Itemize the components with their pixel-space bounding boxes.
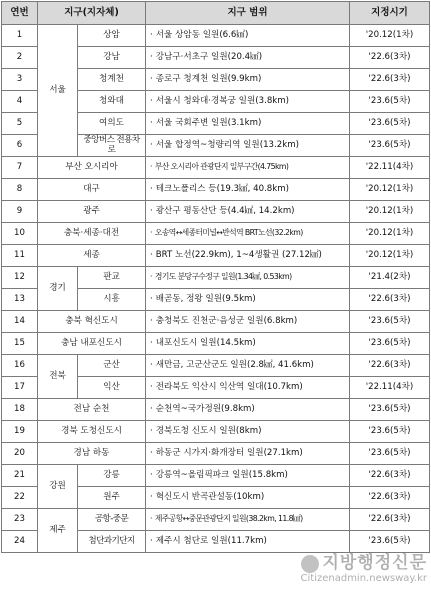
row-number: 5 xyxy=(2,113,38,135)
group-jeju: 제주 xyxy=(38,509,78,553)
row-number: 14 xyxy=(2,311,38,333)
row-number: 17 xyxy=(2,377,38,399)
designation-date: '22.6(3차) xyxy=(350,47,430,69)
district-name: 전남 순천 xyxy=(38,399,146,421)
row-number: 1 xyxy=(2,25,38,47)
row-number: 7 xyxy=(2,157,38,179)
district-name: 상암 xyxy=(78,25,146,47)
designation-date: '23.6(5차) xyxy=(350,113,430,135)
row-number: 18 xyxy=(2,399,38,421)
designation-date: '20.12(1차) xyxy=(350,201,430,223)
district-range: · 오송역↔세종터미널↔반석역 BRT노선(32.2km) xyxy=(146,223,350,245)
row-number: 19 xyxy=(2,421,38,443)
district-name: 부산 오시리아 xyxy=(38,157,146,179)
table-row xyxy=(2,465,430,487)
district-name: 군산 xyxy=(78,355,146,377)
district-name: 첨단과기단지 xyxy=(78,531,146,553)
row-number: 12 xyxy=(2,267,38,289)
district-name: 판교 xyxy=(78,267,146,289)
watermark-title: 지방행정신문 xyxy=(322,553,427,573)
district-name: 여의도 xyxy=(78,113,146,135)
table-row xyxy=(2,509,430,531)
district-range: · 충청북도 진천군·음성군 일원(6.8km) xyxy=(146,311,350,333)
row-number: 3 xyxy=(2,69,38,91)
header-no: 연번 xyxy=(2,2,38,25)
district-name: 시흥 xyxy=(78,289,146,311)
district-range: · 부산 오시리아 관광단지 일부구간(4.75km) xyxy=(146,157,350,179)
district-range: · 하동군 시가지·화개장터 일원(27.1km) xyxy=(146,443,350,465)
designation-date: '23.6(5차) xyxy=(350,91,430,113)
table-row xyxy=(2,333,430,355)
row-number: 6 xyxy=(2,135,38,157)
table-row xyxy=(2,443,430,465)
district-name: 충북 혁신도시 xyxy=(38,311,146,333)
district-name: 대구 xyxy=(38,179,146,201)
designation-date: '23.6(5차) xyxy=(350,333,430,355)
district-name: 강남 xyxy=(78,47,146,69)
designation-date: '22.6(3차) xyxy=(350,355,430,377)
header-district: 지구(지자체) xyxy=(38,2,146,25)
district-name: 공항-중문 xyxy=(78,509,146,531)
district-range: · 종로구 청계천 일원(9.9km) xyxy=(146,69,350,91)
district-range: · 혁신도시 반곡관설동(10km) xyxy=(146,487,350,509)
district-range: · 경기도 분당구수정구 일원(1.34㎢, 0.53km) xyxy=(146,267,350,289)
group-gangwon: 강원 xyxy=(38,465,78,509)
designation-date: '22.11(4차) xyxy=(350,157,430,179)
district-range: · 배곧동, 정왕 일원(9.5km) xyxy=(146,289,350,311)
table-row xyxy=(2,399,430,421)
district-range: · 테크노폴리스 등(19.3㎢, 40.8km) xyxy=(146,179,350,201)
designation-date: '23.6(5차) xyxy=(350,443,430,465)
row-number: 4 xyxy=(2,91,38,113)
designation-date: '20.12(1차) xyxy=(350,245,430,267)
designation-date: '20.12(1차) xyxy=(350,179,430,201)
row-number: 22 xyxy=(2,487,38,509)
district-range: · 강남구·서초구 일원(20.4㎢) xyxy=(146,47,350,69)
district-range: · 전라북도 익산시 익산역 일대(10.7km) xyxy=(146,377,350,399)
designation-date: '23.6(5차) xyxy=(350,531,430,553)
designation-date: '22.6(3차) xyxy=(350,289,430,311)
watermark-url: Citizenadmin.newsway.kr xyxy=(300,573,427,584)
table-row xyxy=(2,421,430,443)
designation-date: '23.6(5차) xyxy=(350,399,430,421)
district-name: 익산 xyxy=(78,377,146,399)
row-number: 21 xyxy=(2,465,38,487)
district-name: 경남 하동 xyxy=(38,443,146,465)
district-name: 충남 내포신도시 xyxy=(38,333,146,355)
table-row xyxy=(2,267,430,289)
table-row xyxy=(2,245,430,267)
group-seoul: 서울 xyxy=(38,25,78,157)
district-name: 세종 xyxy=(38,245,146,267)
table-row xyxy=(2,223,430,245)
district-range: · 서울 합정역~청량리역 일원(13.2km) xyxy=(146,135,350,157)
designation-date: '22.6(3차) xyxy=(350,69,430,91)
row-number: 16 xyxy=(2,355,38,377)
designation-date: '23.6(5차) xyxy=(350,311,430,333)
district-name: 경북 도청신도시 xyxy=(38,421,146,443)
header-row xyxy=(2,2,430,25)
district-name: 중앙버스 전용차로 xyxy=(78,135,146,157)
row-number: 23 xyxy=(2,509,38,531)
designation-date: '23.6(5차) xyxy=(350,421,430,443)
district-name: 충북·세종·대전 xyxy=(38,223,146,245)
district-range: · 광산구 평동산단 등(4.4㎢, 14.2km) xyxy=(146,201,350,223)
district-name: 강릉 xyxy=(78,465,146,487)
row-number: 10 xyxy=(2,223,38,245)
district-range: · 강릉역~올림픽파크 일원(15.8km) xyxy=(146,465,350,487)
designation-date: '22.6(3차) xyxy=(350,487,430,509)
district-range: · 순천역~국가정원(9.8km) xyxy=(146,399,350,421)
district-range: · 새만금, 고군산군도 일원(2.8㎢, 41.6km) xyxy=(146,355,350,377)
row-number: 24 xyxy=(2,531,38,553)
district-name: 원주 xyxy=(78,487,146,509)
header-range: 지구 범위 xyxy=(146,2,350,25)
designation-date: '23.6(5차) xyxy=(350,135,430,157)
newspaper-logo-icon xyxy=(301,555,319,573)
row-number: 9 xyxy=(2,201,38,223)
table-row xyxy=(2,355,430,377)
district-range: · 제주시 첨단로 일원(11.7km) xyxy=(146,531,350,553)
row-number: 11 xyxy=(2,245,38,267)
designation-date: '20.12(1차) xyxy=(350,223,430,245)
designation-date: '22.11(4차) xyxy=(350,377,430,399)
watermark xyxy=(301,548,427,584)
row-number: 20 xyxy=(2,443,38,465)
district-name: 광주 xyxy=(38,201,146,223)
designation-date: '22.6(3차) xyxy=(350,465,430,487)
district-range: · 내포신도시 일원(14.5km) xyxy=(146,333,350,355)
district-range: · 서울 국회주변 일원(3.1km) xyxy=(146,113,350,135)
row-number: 8 xyxy=(2,179,38,201)
table-row xyxy=(2,201,430,223)
district-name: 청와대 xyxy=(78,91,146,113)
designation-date: '20.12(1차) xyxy=(350,25,430,47)
table-row xyxy=(2,311,430,333)
row-number: 15 xyxy=(2,333,38,355)
district-range: · 경북도청 신도시 일원(8km) xyxy=(146,421,350,443)
district-range: · 서울 상암동 일원(6.6㎢) xyxy=(146,25,350,47)
district-range: · BRT 노선(22.9km), 1~4생활권 (27.12㎢) xyxy=(146,245,350,267)
group-gyeonggi: 경기 xyxy=(38,267,78,311)
table-row xyxy=(2,157,430,179)
row-number: 2 xyxy=(2,47,38,69)
district-range: · 서울시 청와대·경복궁 일원(3.8km) xyxy=(146,91,350,113)
table-row xyxy=(2,179,430,201)
district-name: 청계천 xyxy=(78,69,146,91)
district-range: · 제주공항↔중문관광단지 일원(38.2km, 11.8㎢) xyxy=(146,509,350,531)
row-number: 13 xyxy=(2,289,38,311)
designation-date: '22.6(3차) xyxy=(350,509,430,531)
table-row xyxy=(2,25,430,47)
group-jeonbuk: 전북 xyxy=(38,355,78,399)
header-date: 지정시기 xyxy=(350,2,430,25)
designation-table xyxy=(1,1,430,553)
designation-date: '21.4(2차) xyxy=(350,267,430,289)
